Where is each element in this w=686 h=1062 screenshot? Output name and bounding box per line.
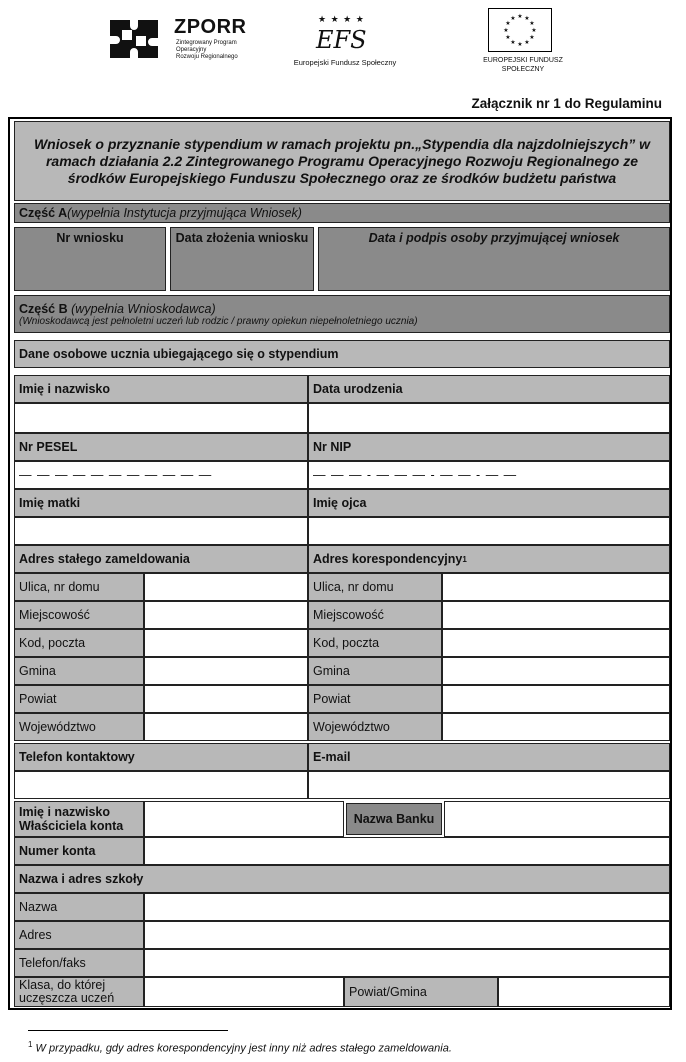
numer-konta-input[interactable] [144, 837, 670, 865]
svg-text:★: ★ [510, 15, 516, 22]
svg-text:★: ★ [517, 13, 523, 20]
part-a-note: (wypełnia Instytucja przyjmująca Wniosek) [67, 206, 302, 220]
imie-matki-label: Imię matki [14, 489, 308, 517]
koresp-5-input[interactable] [442, 713, 670, 741]
stale-2-label: Kod, poczta [14, 629, 144, 657]
stale-2-input[interactable] [144, 629, 308, 657]
puzzle-logo-icon [108, 16, 160, 60]
koresp-4-label: Powiat [308, 685, 442, 713]
svg-text:★: ★ [510, 39, 516, 46]
koresp-0-input[interactable] [442, 573, 670, 601]
imie-nazwisko-label: Imię i nazwisko [14, 375, 308, 403]
data-urodzenia-label: Data urodzenia [308, 375, 670, 403]
svg-text:★: ★ [517, 41, 523, 48]
part-a-label: Część A [19, 206, 68, 220]
koresp-0-label: Ulica, nr domu [308, 573, 442, 601]
nip-input[interactable]: — — — - — — — - — — - — — [308, 461, 670, 489]
podpis-field[interactable]: Data i podpis osoby przyjmującej wniosek [318, 227, 670, 291]
powiat-gmina-label: Powiat/Gmina [344, 977, 498, 1007]
svg-text:★: ★ [529, 20, 535, 27]
imie-nazwisko-input[interactable] [14, 403, 308, 433]
stale-1-input[interactable] [144, 601, 308, 629]
klasa-label: Klasa, do której uczęszcza uczeń [14, 977, 144, 1007]
efs-logo [290, 14, 400, 72]
stale-5-input[interactable] [144, 713, 308, 741]
szkola-label: Nazwa i adres szkoły [14, 865, 670, 893]
nr-wniosku-field[interactable]: Nr wniosku [14, 227, 166, 291]
adres-stalego-label: Adres stałego zameldowania [14, 545, 308, 573]
nazwa-banku-input[interactable] [444, 801, 670, 837]
data-zlozenia-field[interactable]: Data złożenia wniosku [170, 227, 314, 291]
eu-logo [468, 8, 578, 80]
telefon-label: Telefon kontaktowy [14, 743, 308, 771]
stale-4-label: Powiat [14, 685, 144, 713]
svg-text:★: ★ [524, 39, 530, 46]
koresp-1-input[interactable] [442, 601, 670, 629]
email-input[interactable] [308, 771, 670, 799]
koresp-5-label: Województwo [308, 713, 442, 741]
part-b-label: Część B [19, 301, 68, 316]
imie-matki-input[interactable] [14, 517, 308, 545]
zporr-title: ZPORR [174, 16, 247, 38]
part-b-note2: (Wnioskodawcą jest pełnoletni uczeń lub rodzic / prawny opiekun niepełnoletniego ucznia) [19, 315, 418, 327]
nazwa-banku-label: Nazwa Banku [346, 803, 442, 835]
stale-3-input[interactable] [144, 657, 308, 685]
koresp-2-label: Kod, poczta [308, 629, 442, 657]
stars-icon: ★ ★ ★ ★ [318, 14, 365, 24]
part-a-header [14, 203, 670, 223]
section-personal-data: Dane osobowe ucznia ubiegającego się o stypendium [14, 340, 670, 368]
svg-text:★: ★ [503, 27, 509, 34]
nip-label: Nr NIP [308, 433, 670, 461]
szkola-adres-input[interactable] [144, 921, 670, 949]
imie-ojca-input[interactable] [308, 517, 670, 545]
svg-text:★: ★ [505, 20, 511, 27]
svg-text:★: ★ [529, 34, 535, 41]
pesel-label: Nr PESEL [14, 433, 308, 461]
wlasciciel-input[interactable] [144, 801, 344, 837]
form-title: Wniosek o przyznanie stypendium w ramach projektu pn.„Stypendia dla najzdolniejszych” w ramach działania 2.2 Zintegrowanego Programu Operacyjnego Rozwoju Regionalnego ze środków Europejskiego Funduszu Społecznego oraz ze środków budżetu państwa [14, 121, 670, 201]
koresp-3-label: Gmina [308, 657, 442, 685]
efs-mark: EFS [316, 26, 367, 54]
stale-3-label: Gmina [14, 657, 144, 685]
stale-4-input[interactable] [144, 685, 308, 713]
footnote-text: W przypadku, gdy adres korespondencyjny jest inny niż adres stałego zameldowania. [35, 1042, 452, 1055]
zporr-subtitle: Zintegrowany Program Operacyjny Rozwoju Regionalnego [176, 40, 238, 60]
klasa-input[interactable] [144, 977, 344, 1007]
szkola-nazwa-input[interactable] [144, 893, 670, 921]
stale-1-label: Miejscowość [14, 601, 144, 629]
svg-text:★: ★ [531, 27, 537, 34]
footnote-number: 1 [28, 1040, 33, 1049]
wlasciciel-label: Imię i nazwisko Właściciela konta [14, 801, 144, 837]
telefon-input[interactable] [14, 771, 308, 799]
koresp-1-label: Miejscowość [308, 601, 442, 629]
footnote-divider [28, 1030, 228, 1031]
adres-koresp-label: Adres korespondencyjny 1 [308, 545, 670, 573]
part-b-header [14, 295, 670, 333]
zporr-logo [108, 14, 258, 62]
stale-0-input[interactable] [144, 573, 308, 601]
szkola-telefon-input[interactable] [144, 949, 670, 977]
annex-label: Załącznik nr 1 do Regulaminu [471, 96, 662, 111]
part-b-note: (wypełnia Wnioskodawca) [71, 301, 216, 316]
powiat-gmina-input[interactable] [498, 977, 670, 1007]
svg-text:★: ★ [505, 34, 511, 41]
stale-5-label: Województwo [14, 713, 144, 741]
szkola-adres-label: Adres [14, 921, 144, 949]
eu-flag-icon [488, 8, 552, 52]
stale-0-label: Ulica, nr domu [14, 573, 144, 601]
footnote-ref: 1 [462, 554, 467, 564]
email-label: E-mail [308, 743, 670, 771]
szkola-nazwa-label: Nazwa [14, 893, 144, 921]
data-urodzenia-input[interactable] [308, 403, 670, 433]
koresp-4-input[interactable] [442, 685, 670, 713]
koresp-2-input[interactable] [442, 629, 670, 657]
szkola-telefon-label: Telefon/faks [14, 949, 144, 977]
pesel-input[interactable]: — — — — — — — — — — — [14, 461, 308, 489]
svg-text:★: ★ [524, 15, 530, 22]
footnote [28, 1040, 452, 1055]
imie-ojca-label: Imię ojca [308, 489, 670, 517]
eu-caption: EUROPEJSKI FUNDUSZ SPOŁECZNY [483, 57, 563, 73]
numer-konta-label: Numer konta [14, 837, 144, 865]
koresp-3-input[interactable] [442, 657, 670, 685]
efs-caption: Europejski Fundusz Społeczny [293, 58, 397, 67]
